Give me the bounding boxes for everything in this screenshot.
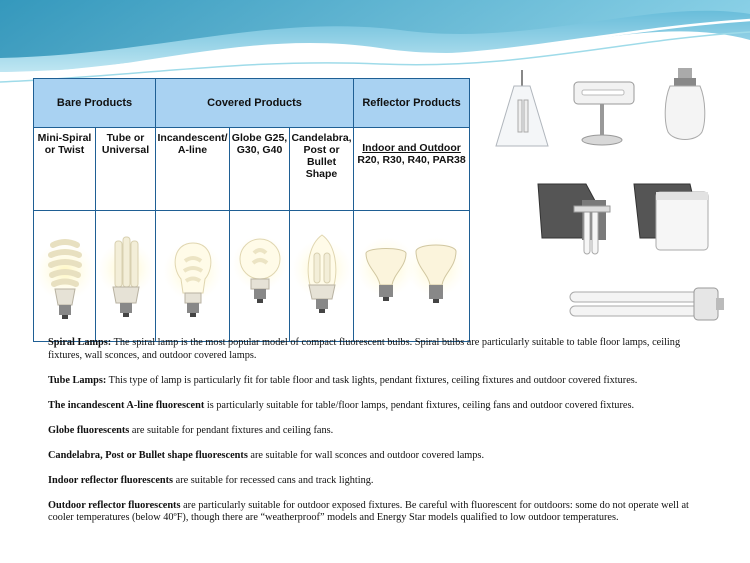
column-header-row [34,128,470,211]
wall-sconce-cylinder-image [634,184,708,250]
fixture-illustrations [490,60,730,330]
paragraph-outdoor-reflector: Outdoor reflector fluorescents are particularly suitable for outdoor exposed fixtures. Be careful with fluorescent for outdoors: some do not operate well at cooler temperatures (below 40ºF), though there are “weatherproof” models and Energy Star models qualified to low outdoor temperatures. [48,499,689,523]
pendant-fixture-image [496,70,548,146]
paragraph-globe: Globe fluorescents are suitable for pendant fixtures and ceiling fans. [48,424,334,436]
col-header-reflector: Indoor and Outdoor R20, R30, R40, PAR38 [354,128,470,211]
group-covered-products: Covered Products [156,79,354,128]
group-header-row [34,79,470,128]
bulb-image-row [34,211,470,342]
paragraph-spiral: Spiral Lamps: The spiral lamp is the most popular model of compact fluorescent bulbs. Spiral bulbs are particularly suitable to table floor lamps, ceiling fixtures, wall sconces, and outdoor covered lamps. [48,337,681,361]
paragraph-candelabra: Candelabra, Post or Bullet shape fluorescents are suitable for wall sconces and outdoor covered lamps. [48,449,485,461]
paragraph-indoor-reflector: Indoor reflector fluorescents are suitable for recessed cans and track lighting. [48,474,374,486]
col-header-mini-spiral: Mini-Spiral or Twist [34,128,96,211]
wall-sconce-tube-image [538,184,610,254]
group-reflector-products: Reflector Products [354,79,470,128]
col-header-a-line: Incandescent/ A-line [156,128,230,211]
reflector-bulbs-image [354,211,470,342]
description-text-block [48,337,708,537]
candelabra-bulb-image [290,211,354,342]
col-header-candelabra: Candelabra, Post or Bullet Shape [290,128,354,211]
desk-lamp-image [574,82,634,145]
spiral-bulb-image [34,211,96,342]
group-bare-products: Bare Products [34,79,156,128]
paragraph-tube: Tube Lamps: This type of lamp is particularly fit for table floor and task lights, pendant fixtures, ceiling fixtures and outdoor covered fixtures. [48,374,638,386]
globe-bulb-image [230,211,290,342]
ceiling-bulb-fixture-image [665,68,705,140]
horizontal-tube-lamp-image [570,288,724,320]
col-header-globe: Globe G25, G30, G40 [230,128,290,211]
cfl-types-table [33,78,470,342]
paragraph-a-line: The incandescent A-line fluorescent is particularly suitable for table/floor lamps, pendant fixtures, ceiling fans and outdoor covered fixtures. [48,399,635,411]
col-header-tube: Tube or Universal [96,128,156,211]
a-line-bulb-image [156,211,230,342]
tube-bulb-image [96,211,156,342]
